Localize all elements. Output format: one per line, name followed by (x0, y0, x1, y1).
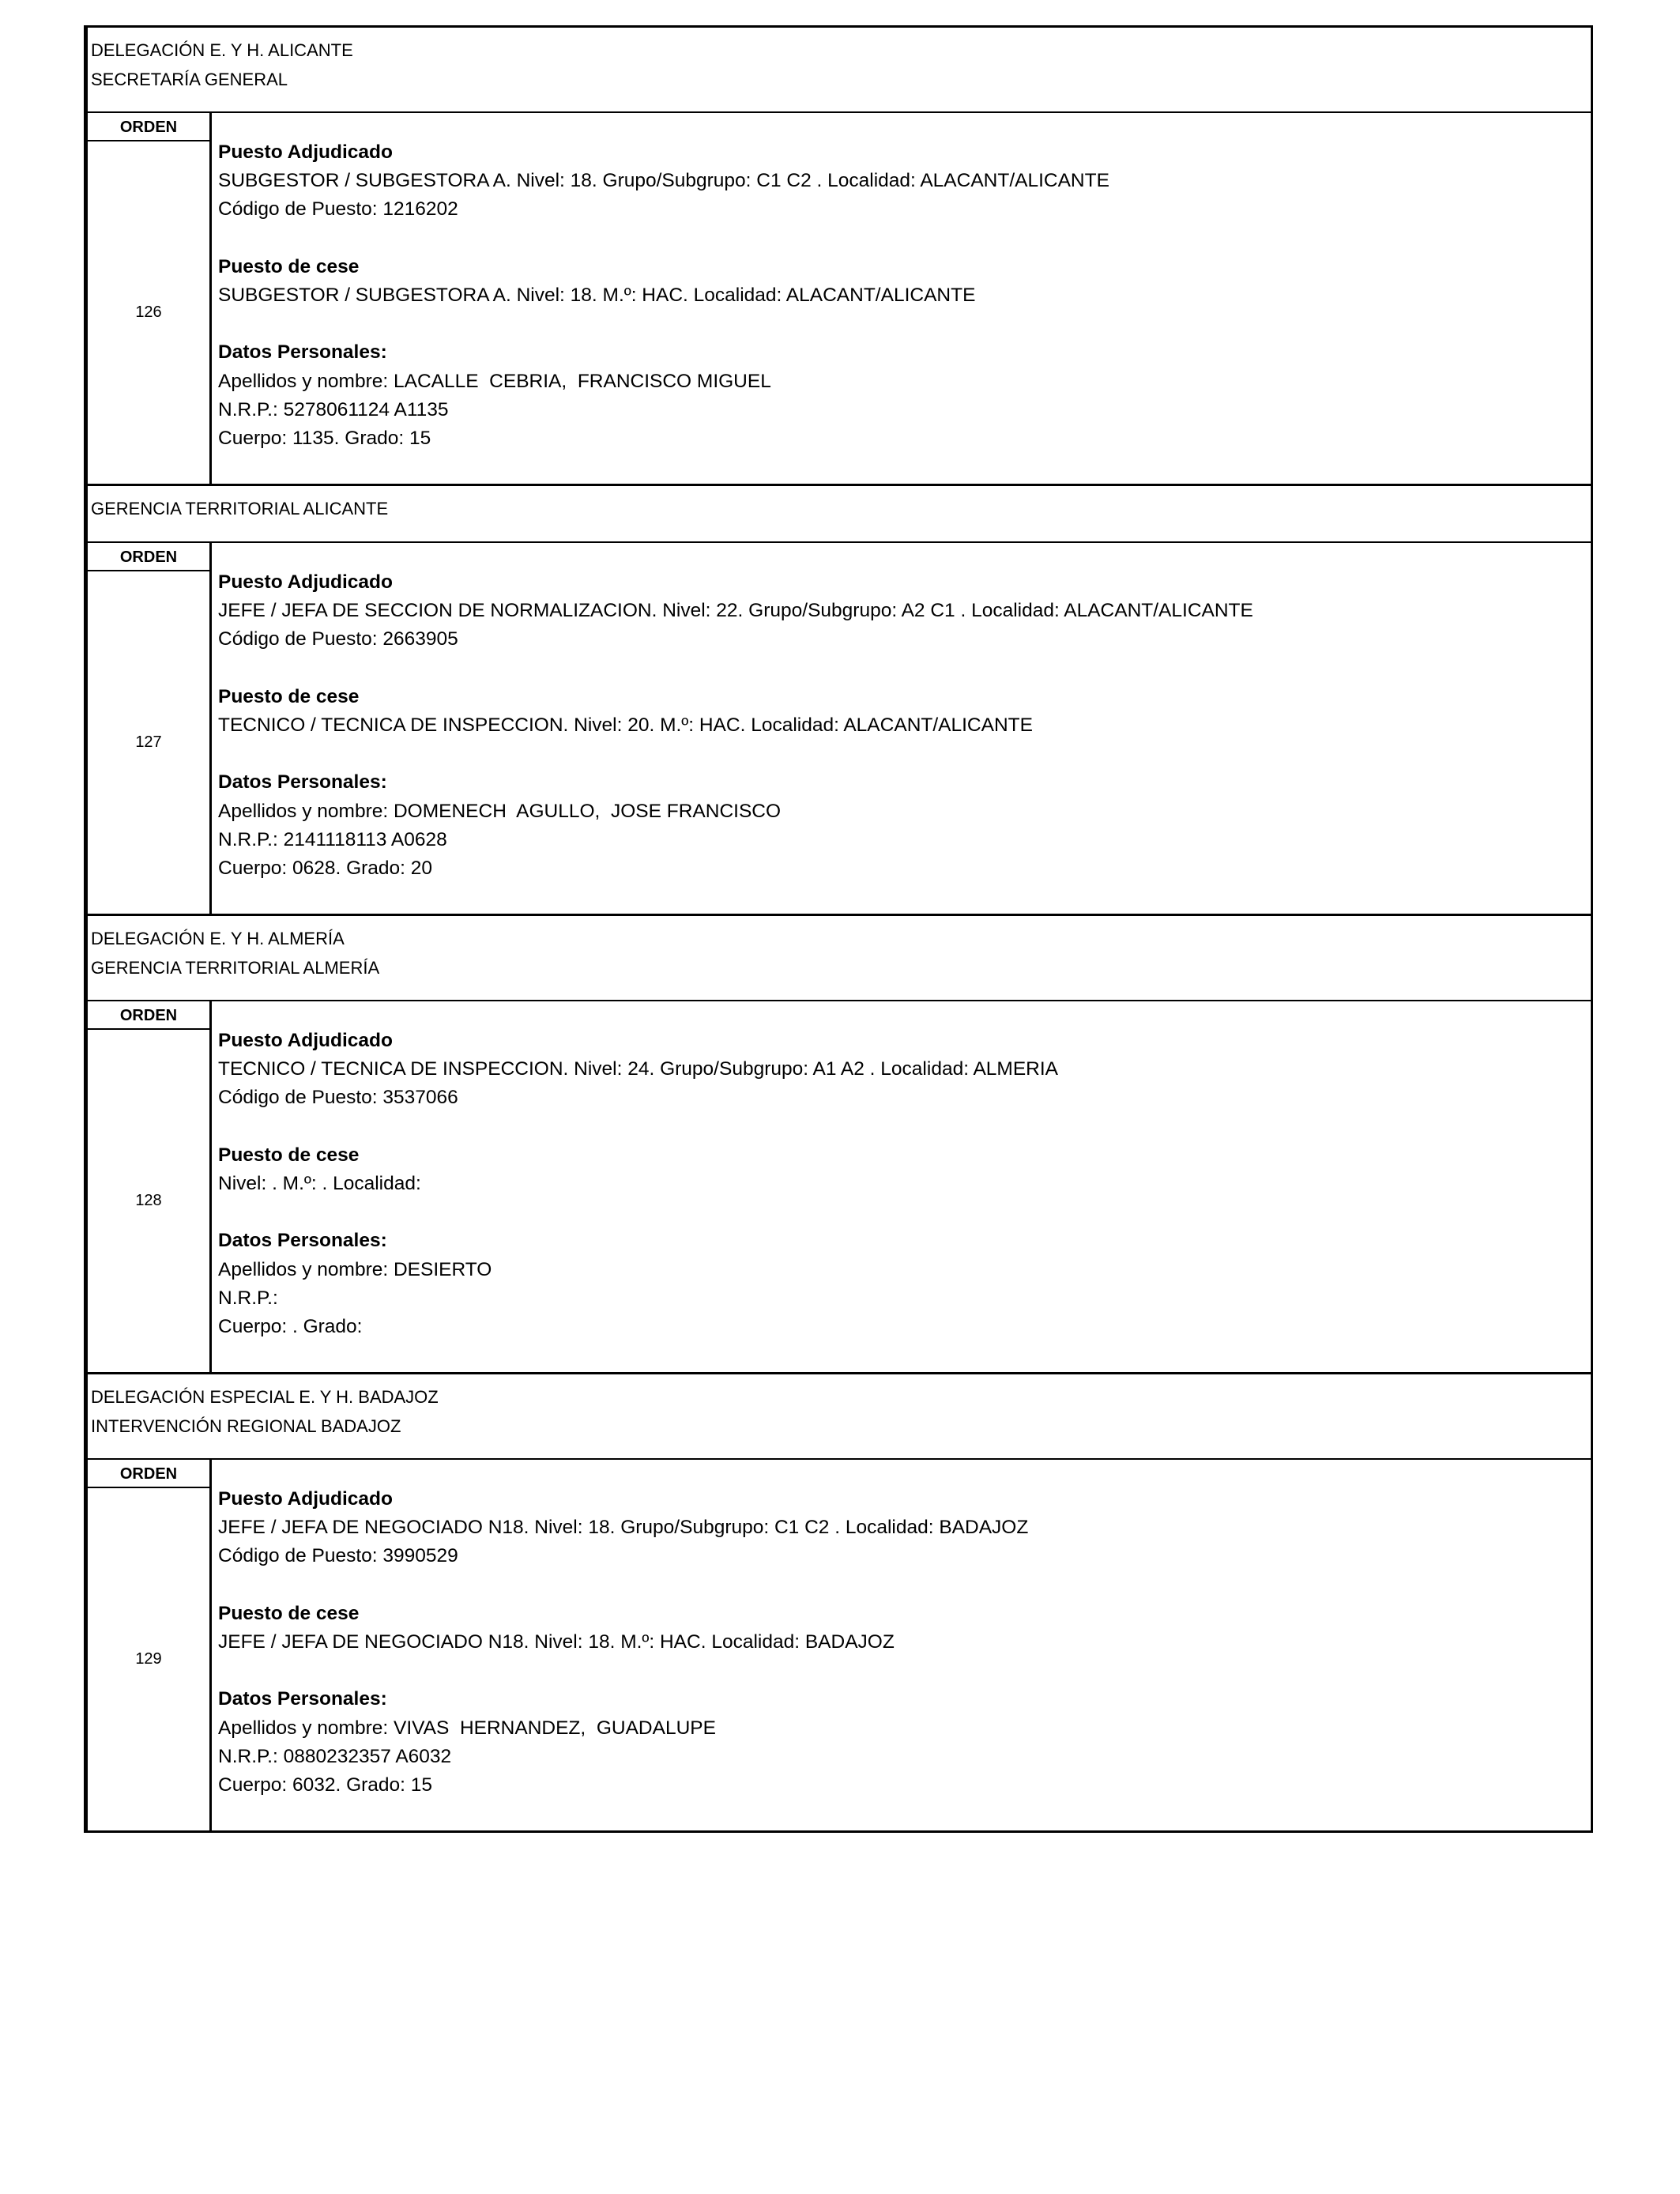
puesto-cese-text: JEFE / JEFA DE NEGOCIADO N18. Nivel: 18. M.º: HAC. Localidad: BADAJOZ (218, 1631, 895, 1653)
puesto-adjudicado-heading: Puesto Adjudicado (218, 141, 393, 163)
orden-number: 129 (135, 1650, 162, 1668)
datos-personales-heading: Datos Personales: (218, 341, 387, 364)
puesto-cese-text: SUBGESTOR / SUBGESTORA A. Nivel: 18. M.º: HAC. Localidad: ALACANT/ALICANTE (218, 285, 976, 306)
puesto-cese-heading: Puesto de cese (218, 685, 360, 707)
assignment-block (88, 916, 1591, 1374)
spacer (218, 310, 1583, 338)
puesto-cese-text: TECNICO / TECNICA DE INSPECCION. Nivel: 20. M.º: HAC. Localidad: ALACANT/ALICANTE (218, 714, 1033, 736)
header-line-unit: GERENCIA TERRITORIAL ALICANTE (91, 499, 389, 518)
codigo-puesto: Código de Puesto: 3537066 (218, 1087, 458, 1109)
codigo-puesto: Código de Puesto: 2663905 (218, 628, 458, 650)
orden-number: 127 (135, 733, 162, 751)
orden-column (88, 543, 212, 914)
orden-label: ORDEN (88, 1460, 209, 1488)
apellidos-nombre: Apellidos y nombre: LACALLE CEBRIA, FRANCISCO MIGUEL (218, 370, 771, 392)
puesto-adjudicado-heading: Puesto Adjudicado (218, 571, 393, 593)
orden-label: ORDEN (88, 1001, 209, 1030)
puesto-cese-heading: Puesto de cese (218, 1144, 360, 1166)
section-header (88, 1374, 1591, 1460)
datos-personales-heading: Datos Personales: (218, 1688, 387, 1710)
cuerpo-grado: Cuerpo: 6032. Grado: 15 (218, 1774, 433, 1796)
assignment-block (88, 1374, 1591, 1833)
orden-column (88, 1001, 212, 1372)
section-header (88, 916, 1591, 1001)
assignment-block (88, 28, 1591, 486)
apellidos-nombre: Apellidos y nombre: DESIERTO (218, 1258, 492, 1280)
assignment-block (88, 486, 1591, 916)
puesto-adjudicado-text: JEFE / JEFA DE SECCION DE NORMALIZACION. Nivel: 22. Grupo/Subgrupo: A2 C1 . Localidad: ALACANT/ALICANTE (218, 600, 1253, 622)
codigo-puesto: Código de Puesto: 1216202 (218, 198, 458, 221)
orden-number: 126 (135, 303, 162, 321)
nrp: N.R.P.: (218, 1287, 278, 1309)
apellidos-nombre: Apellidos y nombre: VIVAS HERNANDEZ, GUADALUPE (218, 1717, 716, 1739)
header-line-delegation: DELEGACIÓN E. Y H. ALICANTE (91, 40, 353, 60)
puesto-adjudicado-text: JEFE / JEFA DE NEGOCIADO N18. Nivel: 18. Grupo/Subgrupo: C1 C2 . Localidad: BADAJOZ (218, 1517, 1029, 1539)
puesto-adjudicado-heading: Puesto Adjudicado (218, 1030, 393, 1051)
orden-column (88, 113, 212, 484)
assignment-entry (88, 543, 1591, 916)
spacer (218, 1571, 1583, 1600)
spacer (218, 1657, 1583, 1685)
codigo-puesto: Código de Puesto: 3990529 (218, 1545, 458, 1567)
section-header (88, 28, 1591, 113)
spacer (218, 740, 1583, 768)
puesto-cese-text: Nivel: . M.º: . Localidad: (218, 1173, 421, 1194)
puesto-cese-heading: Puesto de cese (218, 1602, 360, 1624)
entry-details (218, 1485, 1583, 1800)
puesto-adjudicado-heading: Puesto Adjudicado (218, 1488, 393, 1510)
assignment-entry (88, 1001, 1591, 1374)
entry-details (218, 568, 1583, 883)
spacer (218, 654, 1583, 683)
spacer (218, 1113, 1583, 1141)
cuerpo-grado: Cuerpo: 0628. Grado: 20 (218, 858, 433, 879)
assignment-entry (88, 113, 1591, 486)
orden-column (88, 1460, 212, 1830)
header-line-unit: INTERVENCIÓN REGIONAL BADAJOZ (91, 1416, 401, 1436)
assignment-document (84, 25, 1593, 1833)
cuerpo-grado: Cuerpo: 1135. Grado: 15 (218, 428, 431, 449)
assignment-entry (88, 1460, 1591, 1833)
nrp: N.R.P.: 2141118113 A0628 (218, 828, 447, 850)
cuerpo-grado: Cuerpo: . Grado: (218, 1316, 363, 1337)
apellidos-nombre: Apellidos y nombre: DOMENECH AGULLO, JOSE FRANCISCO (218, 800, 782, 822)
header-line-unit: SECRETARÍA GENERAL (91, 70, 288, 89)
header-line-unit: GERENCIA TERRITORIAL ALMERÍA (91, 958, 380, 978)
datos-personales-heading: Datos Personales: (218, 1230, 387, 1252)
orden-number: 128 (135, 1192, 162, 1209)
orden-label: ORDEN (88, 113, 209, 141)
puesto-adjudicado-text: SUBGESTOR / SUBGESTORA A. Nivel: 18. Grupo/Subgrupo: C1 C2 . Localidad: ALACANT/ALICANTE (218, 170, 1109, 192)
datos-personales-heading: Datos Personales: (218, 771, 387, 794)
spacer (218, 1198, 1583, 1227)
puesto-cese-heading: Puesto de cese (218, 255, 360, 277)
spacer (218, 224, 1583, 253)
header-line-delegation: DELEGACIÓN ESPECIAL E. Y H. BADAJOZ (91, 1387, 439, 1407)
orden-label: ORDEN (88, 543, 209, 571)
puesto-adjudicado-text: TECNICO / TECNICA DE INSPECCION. Nivel: 24. Grupo/Subgrupo: A1 A2 . Localidad: ALMERIA (218, 1058, 1059, 1080)
entry-details (218, 1027, 1583, 1341)
header-line-delegation: DELEGACIÓN E. Y H. ALMERÍA (91, 929, 345, 948)
entry-details (218, 138, 1583, 453)
nrp: N.R.P.: 5278061124 A1135 (218, 398, 449, 420)
section-header (88, 486, 1591, 543)
nrp: N.R.P.: 0880232357 A6032 (218, 1745, 452, 1767)
